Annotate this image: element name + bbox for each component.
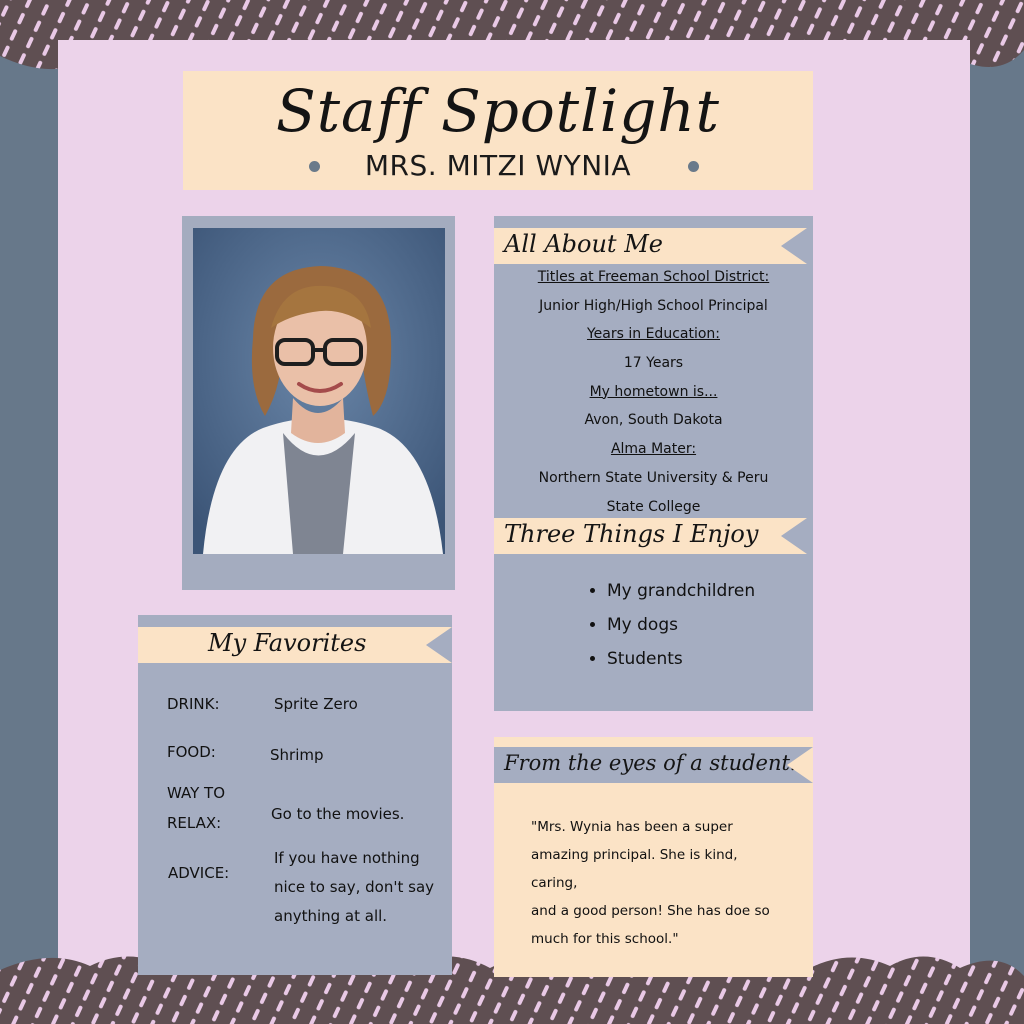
- about-line-hometown-label: My hometown is...: [589, 383, 718, 400]
- student-quote-card: [494, 737, 813, 977]
- favorites-ribbon: [138, 627, 452, 663]
- list-item: • My dogs: [607, 608, 755, 642]
- about-line-alma-label: Alma Mater:: [610, 441, 697, 458]
- favorites-card: [138, 615, 452, 975]
- page-title: Staff Spotlight: [276, 77, 720, 145]
- quote-line: "Mrs. Wynia has been a super: [531, 819, 733, 835]
- photo-frame: [182, 216, 455, 590]
- student-quote-ribbon: [494, 747, 813, 783]
- about-line-alma-value-1: Northern State University & Peru: [538, 469, 769, 486]
- advice-label: ADVICE:: [168, 864, 230, 882]
- about-line-titles-label: Titles at Freeman School District:: [537, 269, 770, 285]
- about-line-years-value: 17 Years: [623, 355, 684, 372]
- about-heading: All About Me: [504, 230, 663, 258]
- quote-line: much for this school.": [531, 931, 679, 947]
- quote-line: and a good person! She has doe so: [531, 903, 770, 919]
- staff-name: MRS. MITZI WYNIA: [364, 149, 632, 182]
- student-quote-heading: From the eyes of a student:: [504, 751, 798, 775]
- about-line-alma-value-2: State College: [606, 498, 701, 515]
- teacher-portrait-icon: [193, 228, 445, 554]
- about-line-years-label: Years in Education:: [586, 326, 720, 343]
- enjoy-card: [494, 516, 813, 711]
- enjoy-heading: Three Things I Enjoy: [504, 520, 759, 548]
- favorites-heading: My Favorites: [208, 629, 367, 657]
- advice-line-2: nice to say, don't say: [274, 878, 435, 896]
- food-value: Shrimp: [270, 746, 324, 764]
- advice-line-3: anything at all.: [274, 907, 388, 925]
- relax-label-line-2: RELAX:: [167, 814, 222, 832]
- bullet-dot-right: [688, 161, 699, 172]
- quote-line: amazing principal. She is kind, caring,: [531, 847, 738, 891]
- about-card: [494, 216, 813, 516]
- about-line-titles-value: Junior High/High School Principal: [539, 297, 768, 314]
- drink-label: DRINK:: [167, 695, 220, 713]
- student-quote-text: [531, 813, 781, 953]
- advice-line-1: If you have nothing: [274, 849, 420, 867]
- about-line-hometown-value: Avon, South Dakota: [584, 412, 723, 429]
- list-item: • Students: [607, 642, 755, 676]
- relax-value: Go to the movies.: [271, 805, 405, 823]
- staff-photo: [193, 228, 445, 554]
- about-ribbon: [494, 228, 807, 264]
- food-label: FOOD:: [167, 743, 216, 761]
- about-list: [494, 263, 813, 521]
- enjoy-ribbon: [494, 518, 807, 554]
- drink-value: Sprite Zero: [274, 695, 358, 713]
- list-item: • My grandchildren: [607, 574, 755, 608]
- enjoy-list: [579, 574, 755, 676]
- title-banner: [183, 71, 813, 190]
- relax-label-line-1: WAY TO: [167, 784, 226, 802]
